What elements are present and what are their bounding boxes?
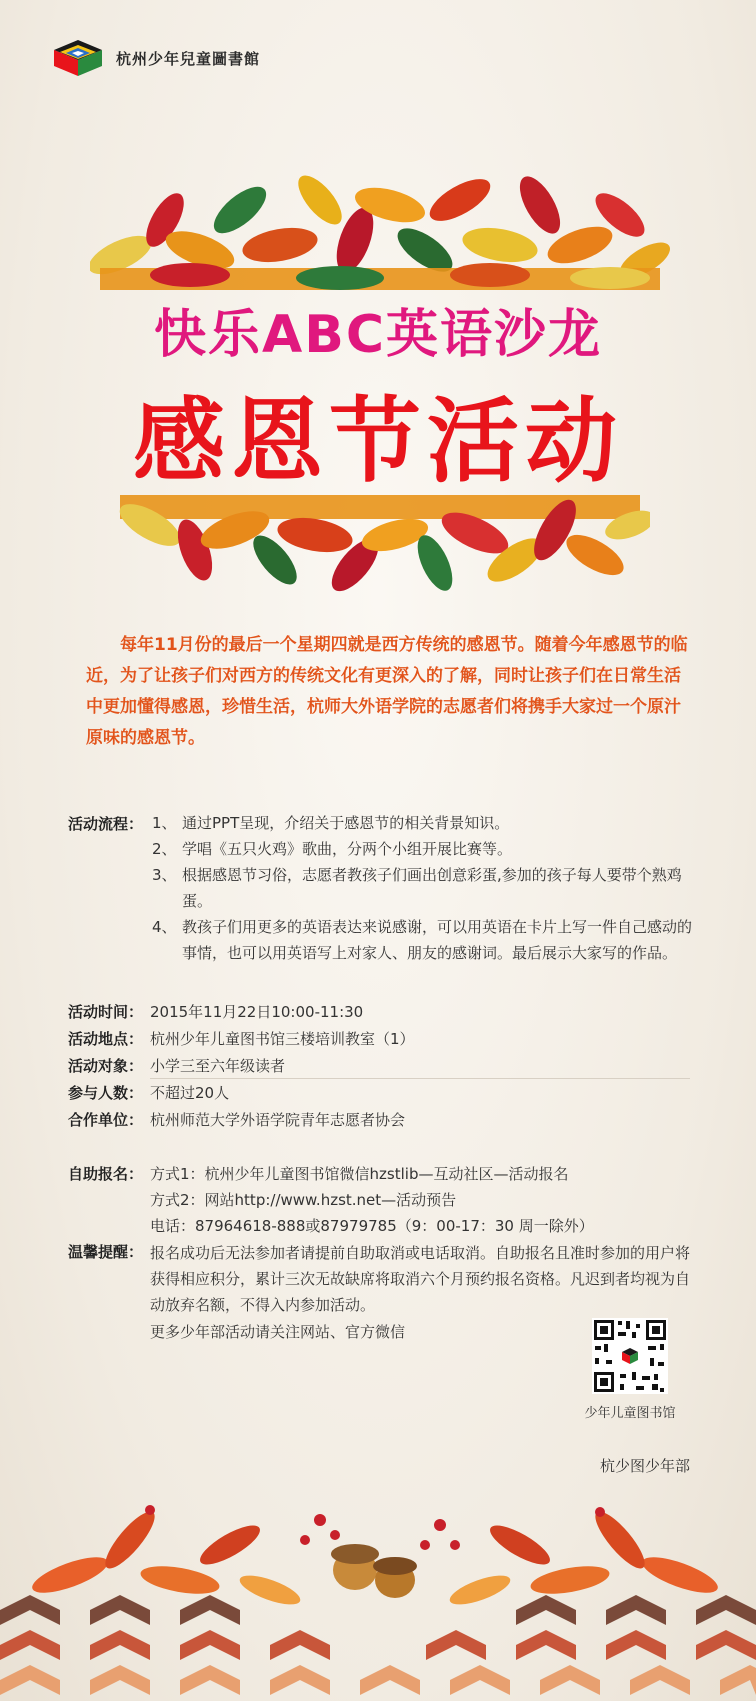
notice-text: 报名成功后无法参加者请提前自助取消或电话取消。自助报名且准时参加的用户将获得相应积分，累计三次无故缺席将取消六个月预约报名资格。凡迟到者均视为自动放弃名额，不得入内参加活动。 <box>150 1244 691 1314</box>
flow-list <box>152 810 697 966</box>
partner-value: 杭州师范大学外语学院青年志愿者协会 <box>150 1111 406 1129</box>
flow-item: 4、 教孩子们用更多的英语表达来说感谢，可以用英语在卡片上写一件自己感动的事情，也可以用英语写上对家人、朋友的感谢词。最后展示大家写的作品。 <box>152 918 693 962</box>
title-line2: 感恩节活动 <box>132 388 623 495</box>
library-logo-icon <box>52 38 104 78</box>
qr-code-icon <box>592 1318 668 1394</box>
intro-paragraph: 每年11月份的最后一个星期四就是西方传统的感恩节。随着今年感恩节的临近，为了让孩子们对西方的传统文化有更深入的了解，同时让孩子们在日常生活中更加懂得感恩，珍惜生活，杭师大外语学院的志愿者们将携手大家过一个原汁原味的感恩节。 <box>86 635 688 748</box>
audience-label: 活动对象： <box>68 1057 144 1075</box>
place-row <box>68 1027 415 1051</box>
title-line1: 快乐ABC英语沙龙 <box>153 305 603 365</box>
flow-item: 1、 通过PPT呈现，介绍关于感恩节的相关背景知识。 <box>152 814 510 832</box>
place-label: 活动地点： <box>68 1030 144 1048</box>
divider <box>150 1078 690 1079</box>
notice-label: 温馨提醒： <box>68 1243 144 1261</box>
count-value: 不超过20人 <box>150 1084 230 1102</box>
org-name: 杭州少年兒童圖書館 <box>116 50 261 68</box>
partner-row <box>68 1108 405 1132</box>
audience-value: 小学三至六年级读者 <box>150 1057 286 1075</box>
time-label: 活动时间： <box>68 1003 144 1021</box>
count-row <box>68 1081 229 1105</box>
notice-more: 更多少年部活动请关注网站、官方微信 <box>150 1323 406 1341</box>
signup-label: 自助报名： <box>68 1165 144 1183</box>
flow-label: 活动流程： <box>68 815 144 833</box>
place-value: 杭州少年儿童图书馆三楼培训教室（1） <box>150 1030 415 1048</box>
flow-row <box>68 812 150 836</box>
bottom-decoration <box>0 1500 756 1701</box>
flow-item: 3、 根据感恩节习俗，志愿者教孩子们画出创意彩蛋,参加的孩子每人要带个熟鸡蛋。 <box>152 866 682 910</box>
count-label: 参与人数： <box>68 1084 144 1102</box>
time-row <box>68 1000 363 1024</box>
leaves-decoration-bottom <box>110 495 650 605</box>
time-value: 2015年11月22日10:00-11:30 <box>150 1003 364 1021</box>
signup-phone: 电话：87964618-888或87979785（9：00-17：30 周一除外） <box>150 1217 594 1235</box>
partner-label: 合作单位： <box>68 1111 144 1129</box>
signup-row <box>68 1162 150 1186</box>
qr-caption: 少年儿童图书馆 <box>584 1406 676 1421</box>
notice-row <box>68 1240 150 1264</box>
leaves-decoration-top <box>90 160 670 290</box>
flow-item: 2、 学唱《五只火鸡》歌曲，分两个小组开展比赛等。 <box>152 840 513 858</box>
signup-method-website: 方式2：网站http://www.hzst.net—活动预告 <box>150 1191 457 1209</box>
footer-signature: 杭少图少年部 <box>600 1457 691 1475</box>
signup-method-wechat: 方式1：杭州少年儿童图书馆微信hzstlib—互动社区—活动报名 <box>150 1165 569 1183</box>
audience-row <box>68 1054 285 1078</box>
